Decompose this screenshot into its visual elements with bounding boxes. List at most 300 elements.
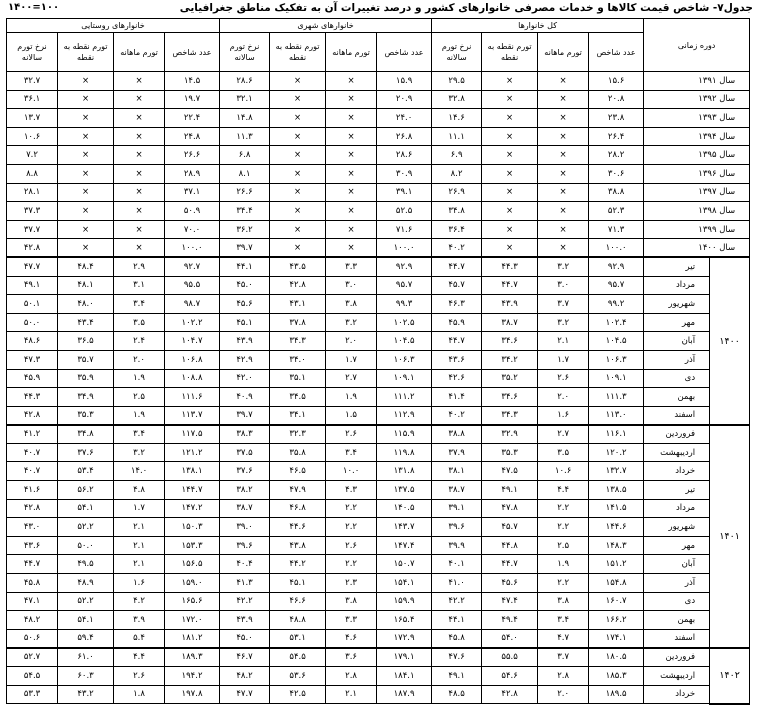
value-cell: ۴۷.۴ [482,592,538,611]
value-cell: ۵۲.۵ [377,202,432,221]
value-cell: ۳۴.۳ [270,332,326,351]
value-cell: ۴۵.۹ [7,369,58,388]
value-cell: ۲.۵ [114,388,165,407]
value-cell: ۵۲.۷ [7,648,58,667]
value-cell: ۷۰.۰ [165,220,220,239]
value-cell: ۳۴.۶ [482,388,538,407]
value-cell: ۱۱۲.۹ [377,406,432,425]
value-cell: ۳۵.۱ [270,369,326,388]
value-cell: ۳.۲ [538,257,589,276]
period-cell: سال ۱۳۹۳ [644,109,750,128]
value-cell: ۱۶۵.۶ [165,592,220,611]
value-cell: ۱۵.۶ [589,72,644,91]
value-cell: ۲.۰ [538,685,589,704]
value-cell: ۴۰.۲ [432,406,482,425]
value-cell: ۳۸.۱ [432,462,482,481]
value-cell: ۲۶.۴ [589,127,644,146]
value-cell: ۴۴.۸ [482,536,538,555]
value-cell: ۱۴.۰ [114,462,165,481]
table-row [7,90,750,109]
value-cell: × [58,72,114,91]
value-cell: ۱۱۳.۷ [165,406,220,425]
value-cell: ۱۱۱.۶ [165,388,220,407]
value-cell: ۴۳.۶ [432,350,482,369]
value-cell: ۱۲۱.۲ [165,443,220,462]
value-cell: ۴۷.۸ [482,499,538,518]
value-cell: × [58,164,114,183]
value-cell: ۲۴.۰ [377,109,432,128]
value-cell: ۴۹.۴ [482,611,538,630]
table-row [7,592,750,611]
value-cell: ۳۹.۱ [377,183,432,202]
value-cell: × [326,109,377,128]
value-cell: ۳۷.۶ [220,462,270,481]
header-sub-point: تورم نقطه به نقطه [482,33,538,72]
value-cell: ۹۸.۷ [165,295,220,314]
value-cell: ۲۶.۸ [377,127,432,146]
period-cell: سال ۱۳۹۷ [644,183,750,202]
value-cell: × [538,202,589,221]
value-cell: ۲۶.۶ [165,146,220,165]
table-row [7,667,750,686]
value-cell: ۴۵.۸ [432,629,482,648]
value-cell: ۵۶.۲ [58,481,114,500]
value-cell: ۲.۵ [538,536,589,555]
value-cell: ۴۷.۶ [432,648,482,667]
value-cell: ۳.۴ [114,425,165,444]
value-cell: ۴.۷ [538,629,589,648]
value-cell: ۵۰.۱ [7,295,58,314]
value-cell: ۳۴.۲ [482,350,538,369]
value-cell: ۳.۰ [326,276,377,295]
value-cell: ۳۹.۶ [220,536,270,555]
value-cell: ۵۳.۶ [270,667,326,686]
value-cell: × [482,72,538,91]
table-row [7,574,750,593]
value-cell: ۱.۷ [114,499,165,518]
value-cell: ۴۸.۹ [58,574,114,593]
month-cell: تیر [644,257,710,276]
value-cell: ۱۵۴.۸ [589,574,644,593]
value-cell: ۱۰.۰ [326,462,377,481]
value-cell: × [270,109,326,128]
period-cell: سال ۱۴۰۰ [644,239,750,258]
value-cell: ۹۹.۳ [377,295,432,314]
table-row [7,443,750,462]
value-cell: × [58,239,114,258]
value-cell: ۴۷.۱ [7,592,58,611]
table-row [7,164,750,183]
value-cell: × [58,90,114,109]
value-cell: ۴.۴ [538,481,589,500]
value-cell: × [326,202,377,221]
value-cell: ۴۰.۱ [432,555,482,574]
header-sub-monthly: تورم ماهانه [114,33,165,72]
value-cell: ۲.۲ [326,499,377,518]
value-cell: ۱۴.۶ [432,109,482,128]
value-cell: ۴۰.۹ [220,388,270,407]
value-cell: ۵۵.۵ [482,648,538,667]
table-row [7,183,750,202]
value-cell: ۱.۹ [538,555,589,574]
value-cell: × [326,72,377,91]
value-cell: ۲.۲ [326,518,377,537]
value-cell: ۸.۲ [432,164,482,183]
header-group-total: کل خانوارها [432,19,644,33]
table-row [7,276,750,295]
value-cell: ۴.۶ [326,629,377,648]
value-cell: ۱۶۰.۷ [589,592,644,611]
month-cell: آبان [644,555,710,574]
value-cell: ۳۵.۷ [58,350,114,369]
value-cell: ۱۲۰.۲ [589,443,644,462]
value-cell: ۳۴.۸ [58,425,114,444]
period-cell: سال ۱۳۹۵ [644,146,750,165]
value-cell: ۱۷۹.۱ [377,648,432,667]
value-cell: ۴۱.۰ [432,574,482,593]
value-cell: × [114,202,165,221]
value-cell: ۳۶.۵ [58,332,114,351]
value-cell: ۵۰.۶ [7,629,58,648]
value-cell: ۴۲.۶ [432,369,482,388]
month-cell: مهر [644,536,710,555]
value-cell: ۵۴.۶ [482,667,538,686]
value-cell: ۱.۷ [326,350,377,369]
value-cell: ۵۰.۰ [58,536,114,555]
value-cell: ۱۵۰.۷ [377,555,432,574]
value-cell: ۱۳۸.۵ [589,481,644,500]
value-cell: ۴۰.۷ [7,462,58,481]
value-cell: ۴۵.۱ [220,313,270,332]
value-cell: ۳۷.۵ [220,443,270,462]
value-cell: ۱۰۰.۰ [589,239,644,258]
value-cell: ۲.۲ [326,555,377,574]
header-sub-monthly: تورم ماهانه [538,33,589,72]
value-cell: ۵۳.۱ [270,629,326,648]
period-cell: سال ۱۳۹۹ [644,220,750,239]
value-cell: × [114,127,165,146]
value-cell: ۳۴.۸ [432,202,482,221]
value-cell: × [482,239,538,258]
value-cell: ۱۵۱.۲ [589,555,644,574]
value-cell: × [482,164,538,183]
value-cell: ۲.۴ [114,332,165,351]
table-row [7,127,750,146]
value-cell: ۲۰.۹ [377,90,432,109]
value-cell: × [270,239,326,258]
month-cell: آذر [644,350,710,369]
value-cell: ۴۴.۱ [432,611,482,630]
month-cell: دی [644,369,710,388]
year-cell: ۱۴۰۲ [710,648,750,704]
table-row [7,202,750,221]
month-cell: اسفند [644,406,710,425]
value-cell: ۳.۸ [326,295,377,314]
value-cell: ۳.۷ [538,295,589,314]
value-cell: ۵۹.۴ [58,629,114,648]
value-cell: ۴۲.۸ [482,685,538,704]
value-cell: × [538,90,589,109]
value-cell: ۲.۷ [326,369,377,388]
year-cell: ۱۴۰۰ [710,257,750,424]
value-cell: ۵۳.۴ [58,462,114,481]
value-cell: ۱.۸ [114,685,165,704]
value-cell: ۲.۱ [114,518,165,537]
value-cell: ۲۹.۵ [432,72,482,91]
value-cell: ۳۲.۱ [220,90,270,109]
value-cell: × [482,146,538,165]
value-cell: ۳.۴ [114,295,165,314]
value-cell: ۱.۶ [114,574,165,593]
value-cell: ۳۴.۶ [482,332,538,351]
value-cell: ۲.۹ [114,257,165,276]
value-cell: ۲.۱ [538,332,589,351]
value-cell: ۱۳۲.۷ [589,462,644,481]
value-cell: ۴۰.۴ [220,555,270,574]
table-row [7,611,750,630]
value-cell: ۳۲.۸ [432,90,482,109]
value-cell: × [58,220,114,239]
header-sub-annual: نرخ تورم سالانه [432,33,482,72]
value-cell: ۳.۷ [538,648,589,667]
value-cell: ۴۲.۵ [270,685,326,704]
value-cell: ۳۸.۷ [432,481,482,500]
value-cell: ۴۷.۷ [220,685,270,704]
value-cell: ۱.۹ [114,406,165,425]
value-cell: ۶۰.۳ [58,667,114,686]
value-cell: ۴۹.۱ [7,276,58,295]
value-cell: ۳.۲ [538,313,589,332]
value-cell: ۵۴.۵ [7,667,58,686]
month-cell: خرداد [644,462,710,481]
value-cell: ۴۵.۰ [220,276,270,295]
value-cell: ۴۵.۷ [482,518,538,537]
header-sub-monthly: تورم ماهانه [326,33,377,72]
table-row [7,220,750,239]
value-cell: ۴۷.۷ [7,257,58,276]
value-cell: ۱۸۰.۵ [589,648,644,667]
value-cell: ۳۶.۱ [7,90,58,109]
value-cell: ۱۶۵.۴ [377,611,432,630]
value-cell: ۴۶.۸ [270,499,326,518]
value-cell: ۲.۶ [326,425,377,444]
header-sub-annual: نرخ تورم سالانه [220,33,270,72]
value-cell: ۱۹۷.۸ [165,685,220,704]
value-cell: ۳۵.۸ [270,443,326,462]
value-cell: × [270,146,326,165]
value-cell: ۱۳.۷ [7,109,58,128]
table-title: جدول۷- شاخص قیمت کالاها و خدمات مصرفی خانوارهای کشور و درصد تغییرات آن به تفکیک مناطق جغرافیایی [179,2,753,14]
value-cell: ۱۵۹.۹ [377,592,432,611]
value-cell: × [270,220,326,239]
value-cell: ۲۶.۹ [432,183,482,202]
value-cell: ۴۲.۲ [432,592,482,611]
value-cell: ۲۲.۴ [165,109,220,128]
value-cell: ۴۰.۷ [7,443,58,462]
value-cell: × [114,109,165,128]
value-cell: ۱۴.۵ [165,72,220,91]
value-cell: ۴۸.۱ [58,276,114,295]
value-cell: ۲.۰ [114,350,165,369]
month-cell: فروردین [644,425,710,444]
value-cell: ۲.۸ [538,667,589,686]
value-cell: ۲.۰ [326,332,377,351]
table-row [7,685,750,704]
value-cell: ۴۲.۲ [220,592,270,611]
value-cell: ۴.۳ [326,481,377,500]
value-cell: ۱۸۵.۳ [589,667,644,686]
value-cell: ۴۵.۶ [482,574,538,593]
value-cell: ۱.۷ [538,350,589,369]
value-cell: ۴۵.۱ [270,574,326,593]
value-cell: ۳۰.۹ [377,164,432,183]
value-cell: ۴.۴ [114,648,165,667]
value-cell: × [114,220,165,239]
month-cell: تیر [644,481,710,500]
value-cell: ۲.۶ [114,667,165,686]
value-cell: × [114,146,165,165]
month-cell: آبان [644,332,710,351]
base-year-note: ۱۴۰۰=۱۰۰ [8,2,60,13]
cpi-table [6,18,750,705]
value-cell: ۴۳.۶ [7,536,58,555]
value-cell: ۳۴.۳ [482,406,538,425]
value-cell: × [114,72,165,91]
month-cell: بهمن [644,611,710,630]
value-cell: ۱۴۳.۷ [377,518,432,537]
value-cell: ۳.۸ [326,592,377,611]
value-cell: × [270,90,326,109]
value-cell: ۴۲.۹ [220,350,270,369]
value-cell: ۴۶.۵ [270,462,326,481]
period-cell: سال ۱۳۹۴ [644,127,750,146]
month-cell: فروردین [644,648,710,667]
month-cell: آذر [644,574,710,593]
value-cell: ۴۳.۹ [482,295,538,314]
value-cell: ۴۸.۲ [220,667,270,686]
period-cell: سال ۱۳۹۶ [644,164,750,183]
value-cell: ۳۹.۹ [432,536,482,555]
value-cell: ۵۰.۹ [165,202,220,221]
value-cell: ۵۲.۲ [58,518,114,537]
value-cell: ۳.۵ [114,313,165,332]
value-cell: ۴۸.۲ [7,611,58,630]
value-cell: ۱۰۰.۰ [165,239,220,258]
value-cell: × [326,164,377,183]
header-sub-point: تورم نقطه به نقطه [58,33,114,72]
value-cell: × [58,127,114,146]
value-cell: ۲.۲ [538,518,589,537]
table-row [7,295,750,314]
value-cell: ۹۲.۹ [377,257,432,276]
value-cell: ۱۱۶.۱ [589,425,644,444]
value-cell: ۴۴.۷ [482,276,538,295]
value-cell: ۱.۹ [326,388,377,407]
table-row [7,369,750,388]
value-cell: ۲۸.۹ [165,164,220,183]
value-cell: ۱۵۹.۰ [165,574,220,593]
value-cell: ۴۴.۷ [7,555,58,574]
month-cell: شهریور [644,295,710,314]
value-cell: ۳.۹ [114,611,165,630]
value-cell: × [482,109,538,128]
value-cell: ۱.۹ [114,369,165,388]
value-cell: ۴۴.۷ [482,555,538,574]
value-cell: ۴۲.۸ [7,239,58,258]
month-cell: دی [644,592,710,611]
value-cell: × [538,72,589,91]
value-cell: ۱۷۲.۰ [165,611,220,630]
value-cell: ۴۴.۷ [432,332,482,351]
value-cell: ۱۰۲.۴ [589,313,644,332]
value-cell: ۱۱.۱ [432,127,482,146]
value-cell: ۴۴.۱ [220,257,270,276]
value-cell: × [58,183,114,202]
value-cell: ۳.۲ [114,443,165,462]
value-cell: ۳.۸ [538,592,589,611]
month-cell: بهمن [644,388,710,407]
value-cell: ۱۱.۳ [220,127,270,146]
value-cell: × [114,90,165,109]
value-cell: ۱۰.۶ [7,127,58,146]
value-cell: ۴.۸ [114,481,165,500]
value-cell: ۲.۶ [538,369,589,388]
period-cell: سال ۱۳۹۲ [644,90,750,109]
value-cell: × [58,109,114,128]
value-cell: × [326,239,377,258]
value-cell: × [114,183,165,202]
value-cell: ۷.۲ [7,146,58,165]
month-cell: اردیبهشت [644,443,710,462]
value-cell: ۱۴۷.۲ [165,499,220,518]
value-cell: ۱۵۳.۳ [165,536,220,555]
value-cell: ۱۷۴.۱ [589,629,644,648]
value-cell: ۳۷.۳ [7,202,58,221]
value-cell: ۶.۸ [220,146,270,165]
value-cell: ۴۳.۹ [220,611,270,630]
value-cell: ۱۰۴.۵ [589,332,644,351]
header-sub-index: عدد شاخص [377,33,432,72]
value-cell: ۳۲.۷ [7,72,58,91]
value-cell: ۴۲.۰ [220,369,270,388]
value-cell: ۱۱۱.۲ [377,388,432,407]
value-cell: ۷۱.۳ [589,220,644,239]
value-cell: ۱۰۰.۰ [377,239,432,258]
value-cell: ۱۸۹.۳ [165,648,220,667]
table-row [7,425,750,444]
month-cell: اسفند [644,629,710,648]
value-cell: ۳۶.۴ [432,220,482,239]
value-cell: ۳.۴ [326,443,377,462]
value-cell: ۴۳.۰ [7,518,58,537]
value-cell: × [538,127,589,146]
value-cell: ۷۱.۶ [377,220,432,239]
value-cell: ۱۳۱.۸ [377,462,432,481]
value-cell: × [326,183,377,202]
table-row [7,257,750,276]
value-cell: ۴۳.۸ [270,536,326,555]
value-cell: × [270,183,326,202]
value-cell: ۱۸۹.۵ [589,685,644,704]
value-cell: ۱۸۱.۲ [165,629,220,648]
value-cell: ۱۱۱.۳ [589,388,644,407]
value-cell: ۳۷.۸ [270,313,326,332]
month-cell: شهریور [644,518,710,537]
value-cell: ۳۰.۶ [589,164,644,183]
value-cell: ۴۷.۵ [482,462,538,481]
value-cell: ۵۴.۱ [58,499,114,518]
header-sub-index: عدد شاخص [589,33,644,72]
